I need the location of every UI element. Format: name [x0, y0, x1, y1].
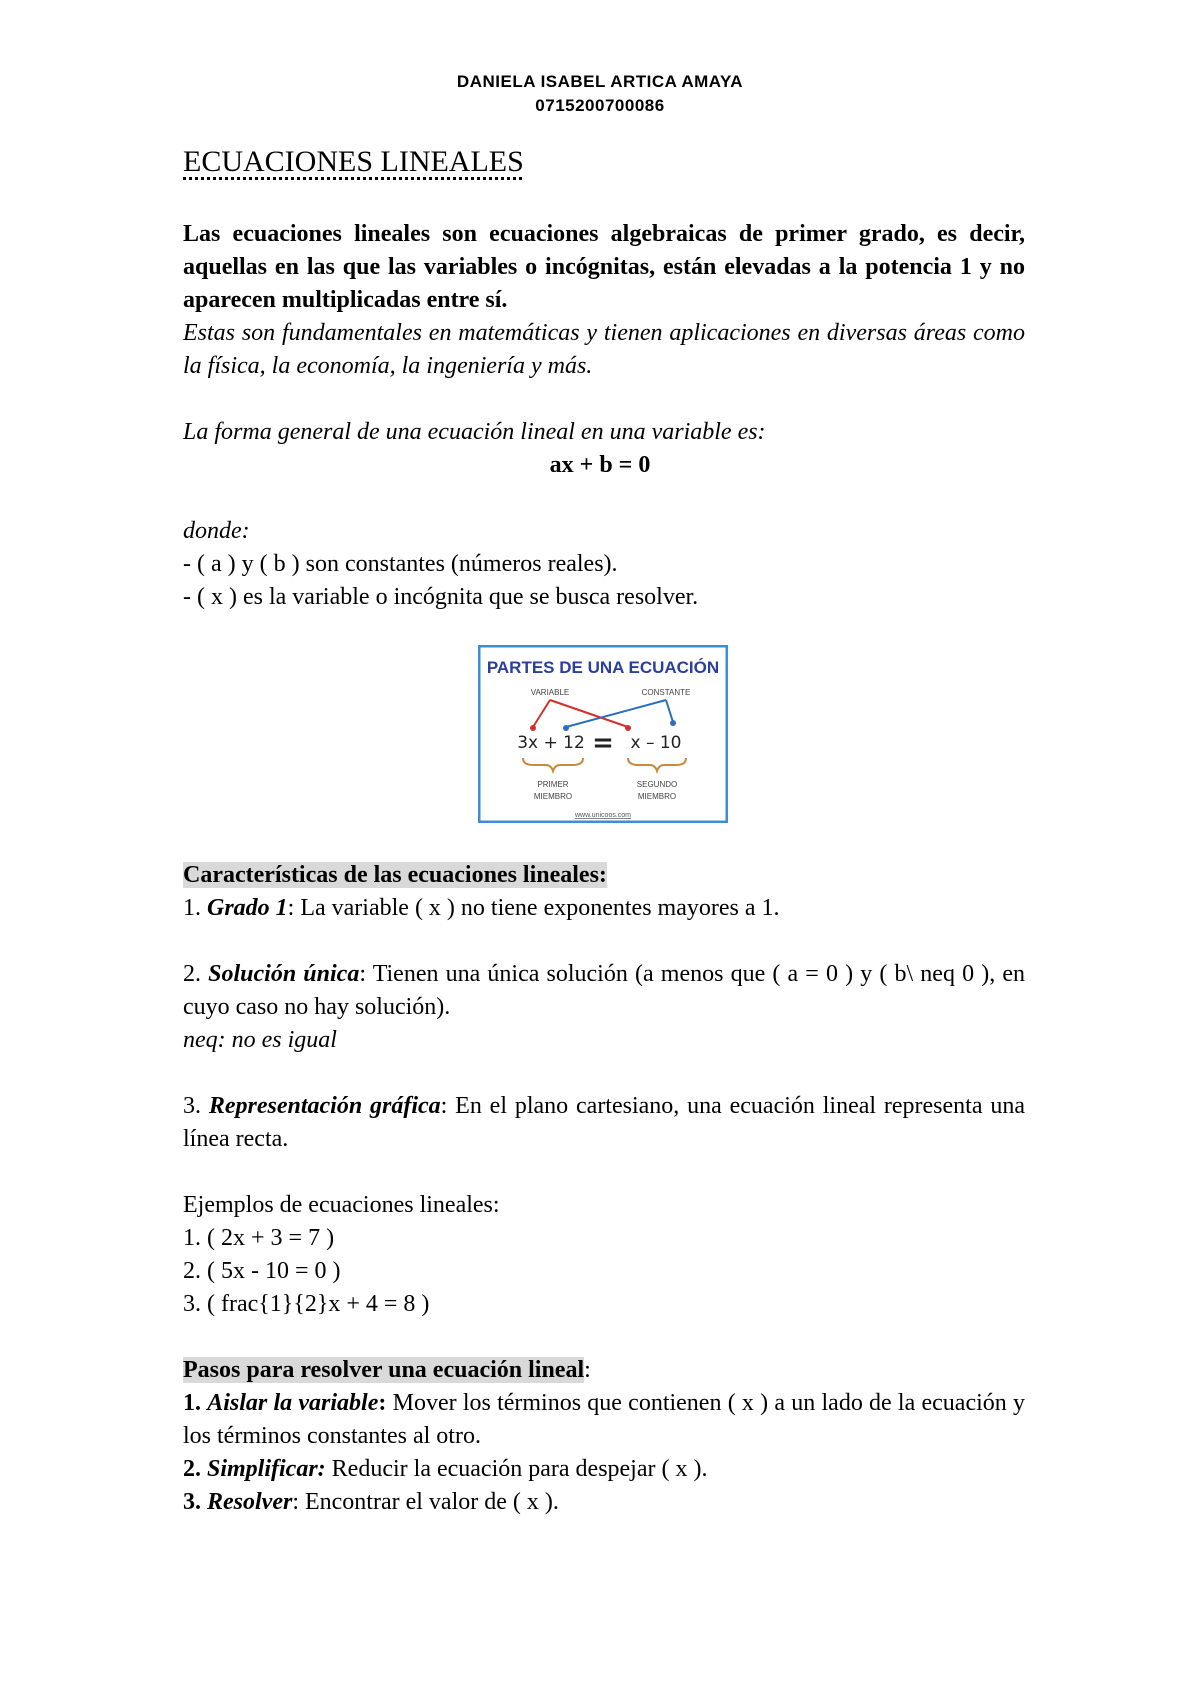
- page-title: ECUACIONES LINEALES: [183, 145, 524, 178]
- variable-arrow-dot: [530, 725, 536, 731]
- characteristic-item: [183, 1090, 1025, 1156]
- figure-miembro-2: MIEMBRO: [637, 792, 677, 801]
- donde-item: - ( a ) y ( b ) son constantes (números reales).: [183, 551, 618, 577]
- example-item: 3. ( frac{1}{2}x + 4 = 8 ): [183, 1291, 430, 1317]
- step-text: Reducir la ecuación para despejar ( x ).: [325, 1456, 708, 1482]
- item-term: Grado 1: [207, 895, 288, 921]
- step-colon: :: [378, 1390, 387, 1416]
- author-id: 0715200700086: [535, 96, 665, 115]
- figure-segundo: SEGUNDO: [636, 780, 678, 789]
- steps-heading-colon: :: [584, 1357, 591, 1383]
- item-number: 3.: [183, 1093, 209, 1119]
- step-item: [183, 1453, 707, 1486]
- figure-left-expression: 3x + 12: [517, 733, 585, 753]
- item-text: : Tienen una única solución (a menos que ( a = 0 ) y ( b\ neq 0 ), en cuyo caso no hay solución).: [183, 961, 1026, 1020]
- intro-italic-paragraph: Estas son fundamentales en matemáticas y tienen aplicaciones en diversas áreas como la física, la economía, la ingeniería y más.: [183, 320, 1025, 379]
- example-item: 1. ( 2x + 3 = 7 ): [183, 1225, 335, 1251]
- neq-note: neq: no es igual: [183, 1027, 337, 1053]
- characteristic-item: [183, 958, 1025, 1024]
- step-number: 3.: [183, 1489, 207, 1515]
- donde-item: - ( x ) es la variable o incógnita que se busca resolver.: [183, 584, 699, 610]
- constant-arrow-dot: [563, 725, 569, 731]
- general-form-equation: ax + b = 0: [549, 452, 651, 478]
- intro-bold-paragraph: Las ecuaciones lineales son ecuaciones algebraicas de primer grado, es decir, aquellas en las que las variables o incógnitas, están elevadas a la potencia 1 y no aparecen multiplicadas entre sí.: [183, 221, 1025, 313]
- characteristics-heading: [183, 859, 607, 892]
- figure-title: PARTES DE UNA ECUACIÓN: [486, 658, 720, 677]
- step-number: 2.: [183, 1456, 207, 1482]
- item-text: : En el plano cartesiano, una ecuación lineal representa una línea recta.: [183, 1093, 1025, 1152]
- step-item: [183, 1486, 559, 1519]
- characteristics-heading-text: Características de las ecuaciones lineales:: [183, 862, 607, 888]
- item-term: Representación gráfica: [208, 1093, 441, 1119]
- step-item: [183, 1387, 1025, 1453]
- constant-arrow-dot: [670, 720, 676, 726]
- examples-heading: Ejemplos de ecuaciones lineales:: [183, 1192, 500, 1218]
- author-name: DANIELA ISABEL ARTICA AMAYA: [456, 72, 744, 91]
- figure-label-constante: CONSTANTE: [641, 688, 691, 697]
- item-number: 2.: [183, 961, 209, 987]
- item-text: : La variable ( x ) no tiene exponentes mayores a 1.: [287, 895, 780, 921]
- variable-arrow-dot: [625, 725, 631, 731]
- steps-heading-text: Pasos para resolver una ecuación lineal: [183, 1357, 585, 1383]
- figure-equals: =: [592, 728, 614, 758]
- figure-right-expression: x – 10: [630, 733, 682, 753]
- figure-label-variable: VARIABLE: [530, 688, 570, 697]
- step-term: Resolver: [207, 1489, 293, 1515]
- step-number: 1.: [183, 1390, 208, 1416]
- item-term: Solución única: [208, 961, 360, 987]
- general-form-label: La forma general de una ecuación lineal en una variable es:: [183, 419, 766, 445]
- characteristic-item: [183, 892, 779, 925]
- equation-parts-figure: [478, 645, 728, 823]
- figure-site: www.unicoos.com: [574, 812, 632, 819]
- figure-miembro-1: MIEMBRO: [533, 792, 573, 801]
- donde-label: donde:: [183, 518, 250, 544]
- step-text: : Encontrar el valor de ( x ).: [292, 1489, 559, 1515]
- step-text: Mover los términos que contienen ( x ) a un lado de la ecuación y los términos constantes al otro.: [183, 1390, 1025, 1449]
- example-item: 2. ( 5x - 10 = 0 ): [183, 1258, 341, 1284]
- step-term: Simplificar:: [207, 1456, 326, 1482]
- figure-primer: PRIMER: [537, 780, 569, 789]
- steps-heading: [183, 1354, 591, 1387]
- step-term: Aislar la variable: [207, 1390, 379, 1416]
- item-number: 1.: [183, 895, 207, 921]
